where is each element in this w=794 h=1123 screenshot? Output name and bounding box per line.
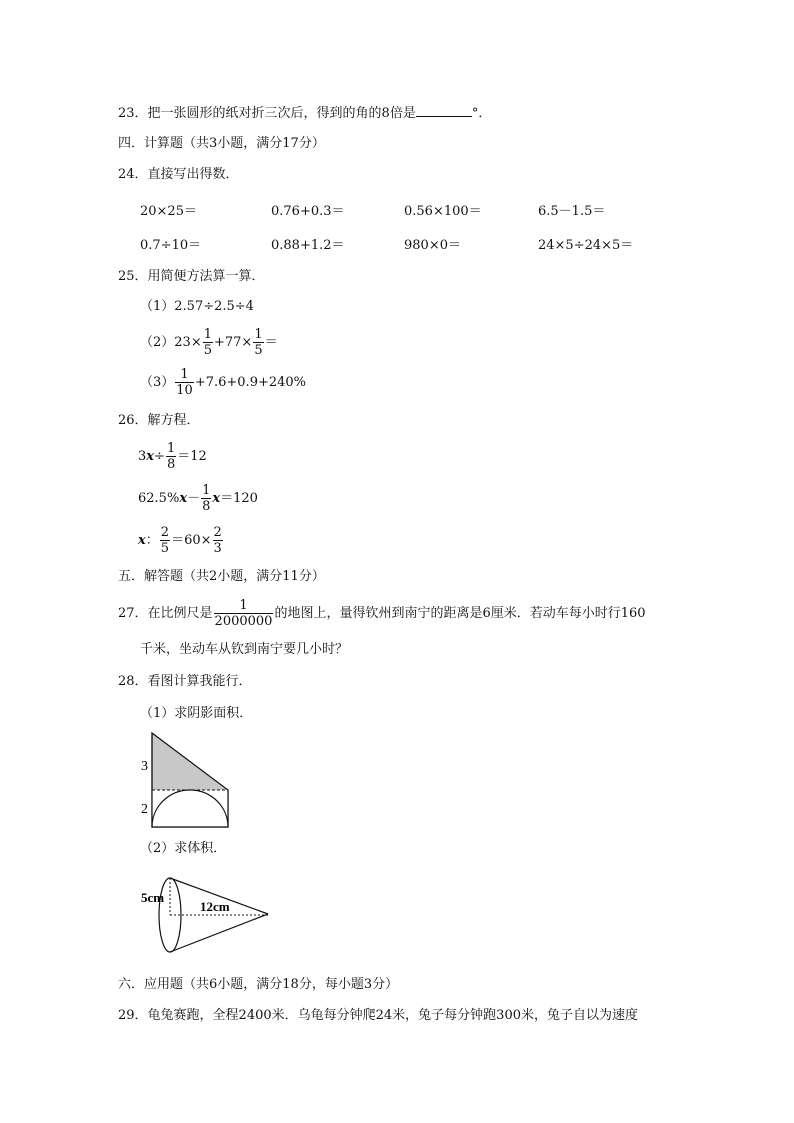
cone-lower-edge [170, 914, 268, 952]
section-4-heading: 四．计算题（共3小题，满分17分） [118, 136, 325, 151]
q26-equation-3 [138, 524, 224, 558]
fraction [203, 327, 213, 358]
expr-text: 3 [138, 449, 147, 464]
operator: － [187, 491, 201, 506]
operator: ÷ [154, 449, 165, 464]
q24-item: 0.76+0.3＝ [271, 204, 345, 219]
part-label: （3） [140, 375, 175, 390]
q24-item: 20×25＝ [140, 204, 197, 219]
q25-part-1: （1）2.57÷2.5÷4 [140, 299, 254, 314]
q24-item: 6.5－1.5＝ [538, 204, 606, 219]
expr-text: ＝12 [177, 449, 207, 464]
denominator: 5 [254, 343, 263, 358]
question-23 [118, 104, 491, 123]
expr-text: 27．在比例尺是 [118, 606, 213, 621]
question-28-title: 28．看图计算我能行． [118, 674, 252, 689]
q25-part-2 [140, 326, 278, 360]
q24-item: 0.7÷10＝ [140, 238, 202, 253]
numerator: 2 [160, 525, 170, 540]
q24-item: 0.56×100＝ [404, 204, 482, 219]
variable: x [138, 533, 146, 548]
height-label: 12cm [200, 899, 230, 914]
q28-part-1: （1）求阴影面积． [140, 706, 253, 721]
denominator: 5 [203, 343, 212, 358]
cone-figure [138, 870, 270, 958]
fraction [253, 327, 263, 358]
expr-text: +7.6+0.9+240% [194, 375, 307, 390]
question-27-line-1 [118, 597, 646, 631]
fraction [166, 441, 176, 472]
numerator: 1 [166, 441, 176, 456]
fraction [201, 483, 211, 514]
fraction [213, 525, 223, 556]
q25-part-3 [140, 366, 306, 400]
numerator: 2 [213, 525, 222, 540]
question-27-line-2: 千米，坐动车从钦到南宁要几小时？ [140, 642, 349, 657]
q26-equation-1 [138, 440, 207, 474]
expr-text: 62.5% [138, 491, 180, 506]
label-3: 3 [141, 759, 148, 774]
label-2: 2 [141, 802, 148, 817]
q24-item: 0.88+1.2＝ [271, 238, 345, 253]
question-25-title: 25．用简便方法算一算． [118, 269, 265, 284]
question-24-title: 24．直接写出得数． [118, 167, 239, 182]
scale-fraction [214, 598, 274, 629]
expr-text: ＝120 [220, 491, 258, 506]
denominator: 2000000 [214, 614, 273, 629]
radius-label: 5cm [141, 890, 165, 905]
expr-text: 的地图上，量得钦州到南宁的距离是6厘米．若动车每小时行160 [274, 606, 646, 621]
denominator: 8 [166, 457, 176, 472]
fraction [175, 367, 194, 398]
denominator: 5 [160, 541, 170, 556]
q28-part-2: （2）求体积． [140, 841, 227, 856]
question-23-text: 23．把一张圆形的纸对折三次后，得到的角的8倍是 [118, 106, 416, 121]
numerator: 1 [203, 327, 212, 342]
expr-text: +77× [214, 335, 253, 350]
numerator: 1 [254, 327, 263, 342]
q24-item: 980×0＝ [404, 238, 461, 253]
expr-text: ＝ [264, 335, 278, 350]
numerator: 1 [175, 367, 194, 383]
denominator: 3 [213, 541, 222, 556]
expr-text: 23× [174, 335, 202, 350]
question-23-unit: °． [471, 106, 492, 121]
section-6-heading: 六．应用题（共6小题，满分18分，每小题3分） [118, 977, 399, 992]
answer-blank [416, 104, 472, 117]
variable: x [146, 449, 155, 464]
part-label: （2） [140, 335, 175, 350]
variable: x [179, 491, 188, 506]
numerator: 1 [202, 483, 211, 498]
shaded-area-figure [138, 728, 234, 830]
q24-item: 24×5÷24×5＝ [538, 238, 634, 253]
denominator: 8 [202, 499, 211, 514]
question-29-text: 29．龟兔赛跑，全程2400米．乌龟每分钟爬24米，兔子每分钟跑300米，兔子自以为速度 [118, 1008, 638, 1023]
expr-text: ＝60× [171, 533, 212, 548]
operator: ： [145, 533, 159, 548]
denominator: 10 [176, 383, 193, 398]
question-26-title: 26．解方程． [118, 413, 200, 428]
variable: x [212, 491, 221, 506]
fraction [160, 525, 170, 556]
numerator: 1 [214, 598, 274, 614]
q26-equation-2 [138, 482, 258, 516]
section-5-heading: 五．解答题（共2小题，满分11分） [118, 569, 325, 584]
